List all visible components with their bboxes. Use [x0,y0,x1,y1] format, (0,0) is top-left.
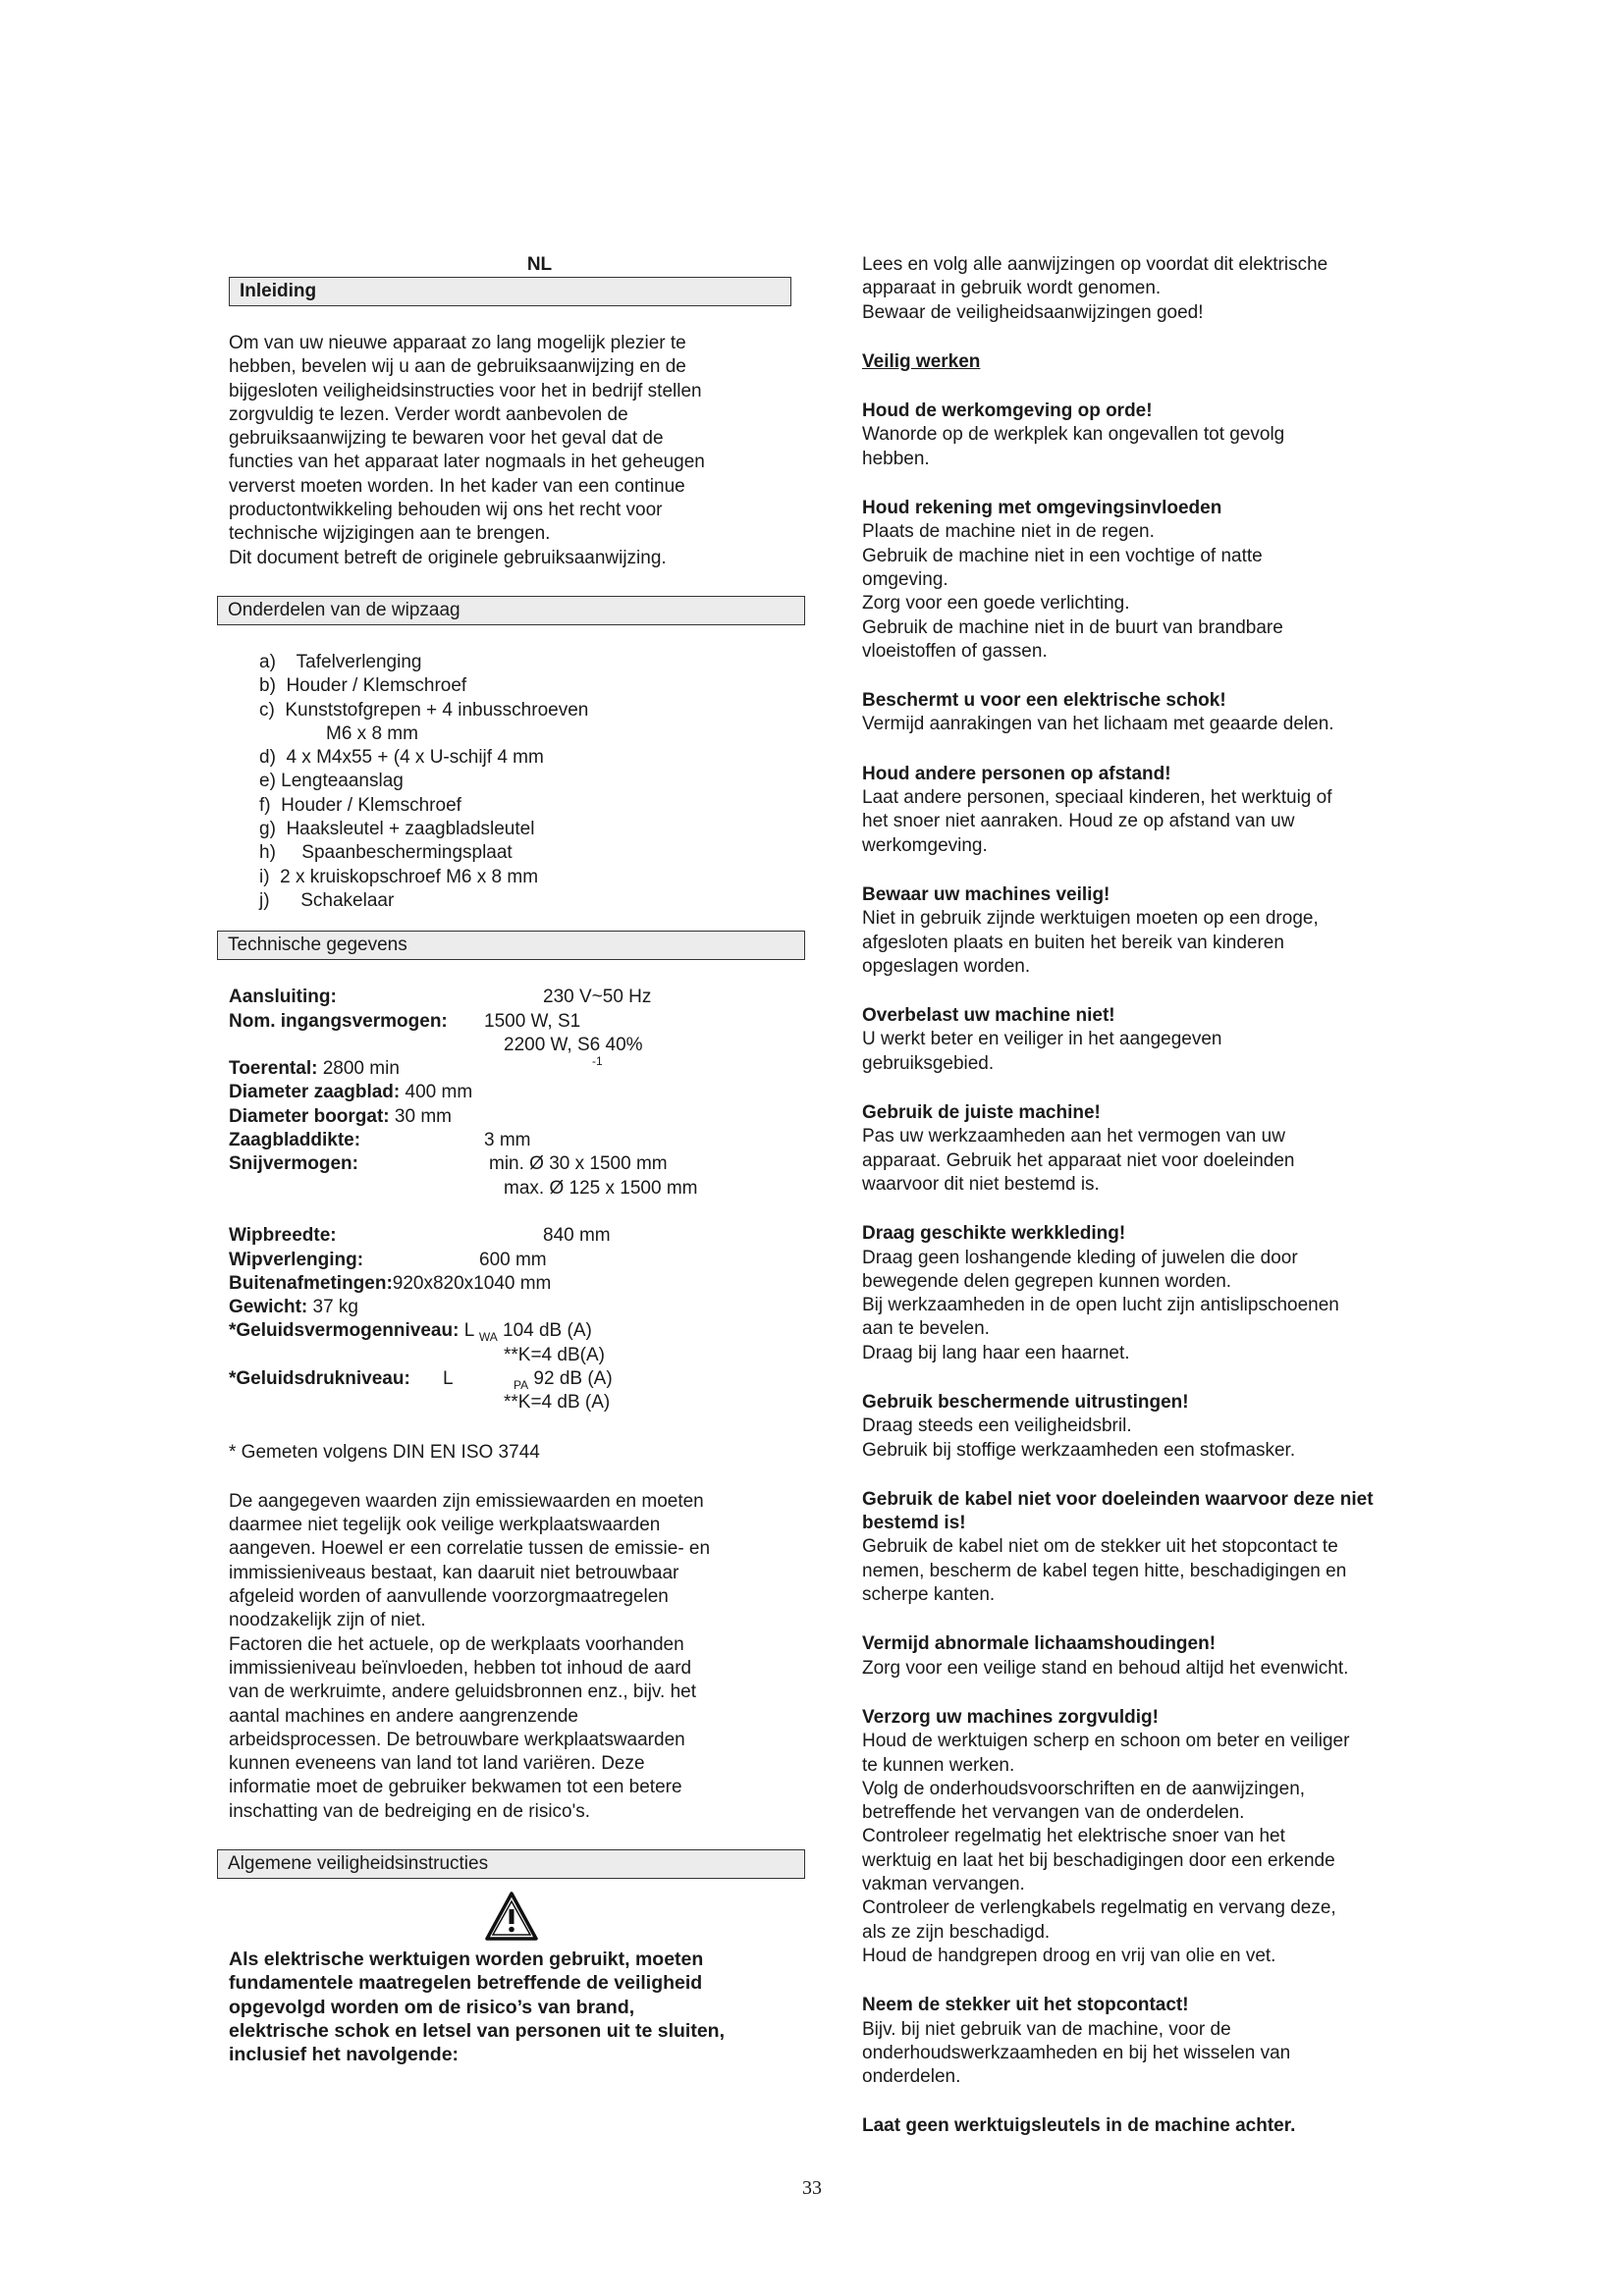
page-number: 33 [802,2177,822,2199]
safety-section: Neem de stekker uit het stopcontact! Bijv. bij niet gebruik van de machine, voor de onderhoudswerkzaamheden en bij het wisselen van onderdelen. [862,1995,1291,2088]
safety-section: Overbelast uw machine niet! U werkt beter en veiliger in het aangegeven gebruiksgebied. [862,1005,1222,1074]
list-item: e) Lengteaanslag [259,771,404,792]
right-intro: Lees en volg alle aanwijzingen op voordat dit elektrische apparaat in gebruik wordt genomen. Bewaar de veiligheidsaanwijzingen goed! [862,254,1328,323]
list-item: h) Spaanbeschermingsplaat [259,842,513,864]
safety-section: Vermijd abnormale lichaamshoudingen! Zorg voor een veilige stand en behoud altijd het evenwicht. [862,1633,1349,1679]
safety-section: Laat geen werktuigsleutels in de machine achter. [862,2115,1296,2137]
safety-section: Beschermt u voor een elektrische schok! Vermijd aanrakingen van het lichaam met geaarde delen. [862,690,1334,735]
section-heading-tech: Technische gegevens [217,931,805,960]
warning-icon [484,1891,539,1942]
right-column [862,253,1412,2139]
safety-section: Houd de werkomgeving op orde! Wanorde op de werkplek kan ongevallen tot gevolg hebben. [862,400,1285,469]
measurement-note: * Gemeten volgens DIN EN ISO 3744 [229,1441,540,1463]
veilig-werken-heading: Veilig werken [862,350,981,372]
section-heading-parts: Onderdelen van de wipzaag [217,596,805,625]
language-code: NL [526,254,553,275]
parts-list [259,651,791,913]
list-item: d) 4 x M4x55 + (4 x U-schijf 4 mm [259,747,544,769]
list-item: i) 2 x kruiskopschroef M6 x 8 mm [259,866,539,887]
safety-section: Draag geschikte werkkleding! Draag geen loshangende kleding of juwelen die door bewegende delen gegrepen kunnen worden. Bij werkzaamheden in de open lucht zijn antislipschoenen aan te bevelen. Draag bij lang haar een haarnet. [862,1223,1339,1363]
safety-section: Gebruik de juiste machine! Pas uw werkzaamheden aan het vermogen van uw apparaat. Gebruik het apparaat niet voor doeleinden waarvoor dit niet bestemd is. [862,1102,1295,1195]
intro-text: Om van uw nieuwe apparaat zo lang mogelijk plezier te hebben, bevelen wij u aan de gebruiksaanwijzing en de bijgesloten veiligheidsinstructies voor het in bedrijf stellen zorgvuldig te lezen. Verder wordt aanbevolen de gebruiksaanwijzing te bewaren voor het geval dat de functies van het apparaat later nogmaals in het geheugen ververst moeten worden. In het kader van een continue productontwikkeling behouden wij ons het recht voor technische wijzigingen aan te brengen. Dit document betreft de originele gebruiksaanwijzing. [229,333,705,568]
section-heading-intro: Inleiding [229,277,791,306]
left-column [229,253,791,2067]
list-item: g) Haaksleutel + zaagbladsleutel [259,819,535,840]
list-item: b) Houder / Klemschroef [259,675,467,697]
safety-section: Houd rekening met omgevingsinvloeden Plaats de machine niet in de regen. Gebruik de machine niet in een vochtige of natte omgeving. Zorg voor een goede verlichting. Gebruik de machine niet in de buurt van brandbare vloeistoffen of gassen. [862,498,1283,662]
safety-section: Gebruik de kabel niet voor doeleinden waarvoor deze niet bestemd is! Gebruik de kabel niet om de stekker uit het stopcontact te nemen, bescherm de kabel tegen hitte, beschadigingen en scherpe kanten. [862,1488,1374,1606]
safety-section: Houd andere personen op afstand! Laat andere personen, speciaal kinderen, het werktuig of het snoer niet aanraken. Houd ze op afstand van uw werkomgeving. [862,763,1332,856]
safety-section: Gebruik beschermende uitrustingen! Draag steeds een veiligheidsbril. Gebruik bij stoffige werkzaamheden een stofmasker. [862,1391,1296,1461]
section-heading-general-safety: Algemene veiligheidsinstructies [217,1849,805,1879]
list-item: j) Schakelaar [259,889,395,911]
safety-warning-text: Als elektrische werktuigen worden gebruikt, moeten fundamentele maatregelen betreffende de veiligheid opgevolgd worden om de risico’s van brand, elektrische schok en letsel van personen uit te sluiten, inclusief het navolgende: [229,1949,726,2066]
safety-section: Verzorg uw machines zorgvuldig! Houd de werktuigen scherp en schoon om beter en veiliger te kunnen werken. Volg de onderhoudsvoorschriften en de aanwijzingen, betreffende het vervangen van de onderdelen. Controleer regelmatig het elektrische snoer van het werktuig en laat het bij beschadigingen door een erkende vakman vervangen. Controleer de verlengkabels regelmatig en vervang deze, als ze zijn beschadigd. Houd de handgrepen droog en vrij van olie en vet. [862,1706,1350,1966]
list-item: M6 x 8 mm [326,722,418,744]
tech-specs: Aansluiting: 230 V~50 Hz Nom. ingangsvermogen: 1500 W, S1 2200 W, S6 40% Toerental: 2800 min -1 Diameter zaagblad: 400 mm Diameter boorgat: 30 mm Zaagbladdikte: 3 mm Snijvermogen: min. Ø 30 x 1500 mm max. Ø 125 x 1500 mm Wipbreedte: 840 mm Wipverlenging: 600 mm Buitenafmetingen:920x820x1040 mm Gewicht: 37 kg *Geluidsvermogenniveau: L $_{WA}$ 104 dB (A) **K=4 dB(A) *Geluidsdrukniveau: L $_{PA}$ 92 dB (A) **K=4 dB (A) [229,987,698,1414]
list-item: c) Kunststofgrepen + 4 inbusschroeven [259,699,589,721]
emission-text: De aangegeven waarden zijn emissiewaarden en moeten daarmee niet tegelijk ook veilige werkplaatswaarden aangeven. Hoewel er een correlatie tussen de emissie- en immissieniveaus bestaat, kan daaruit niet betrouwbaar afgeleid worden of aanvullende voorzorgmaatregelen noodzakelijk zijn of niet. Factoren die het actuele, op de werkplaats voorhanden immissieniveau beïnvloeden, hebben tot inhoud de aard van de werkruimte, andere geluidsbronnen enz., bijv. het aantal machines en andere aangrenzende arbeidsprocessen. De betrouwbare werkplaatswaarden kunnen eveneens van land tot land variëren. Deze informatie moet de gebruiker bekwamen tot een betere inschatting van de bedreiging en de risico's. [229,1490,711,1822]
list-item: a) Tafelverlenging [259,651,422,672]
safety-section: Bewaar uw machines veilig! Niet in gebruik zijnde werktuigen moeten op een droge, afgesloten plaats en buiten het bereik van kinderen opgeslagen worden. [862,883,1319,977]
list-item: f) Houder / Klemschroef [259,794,461,816]
